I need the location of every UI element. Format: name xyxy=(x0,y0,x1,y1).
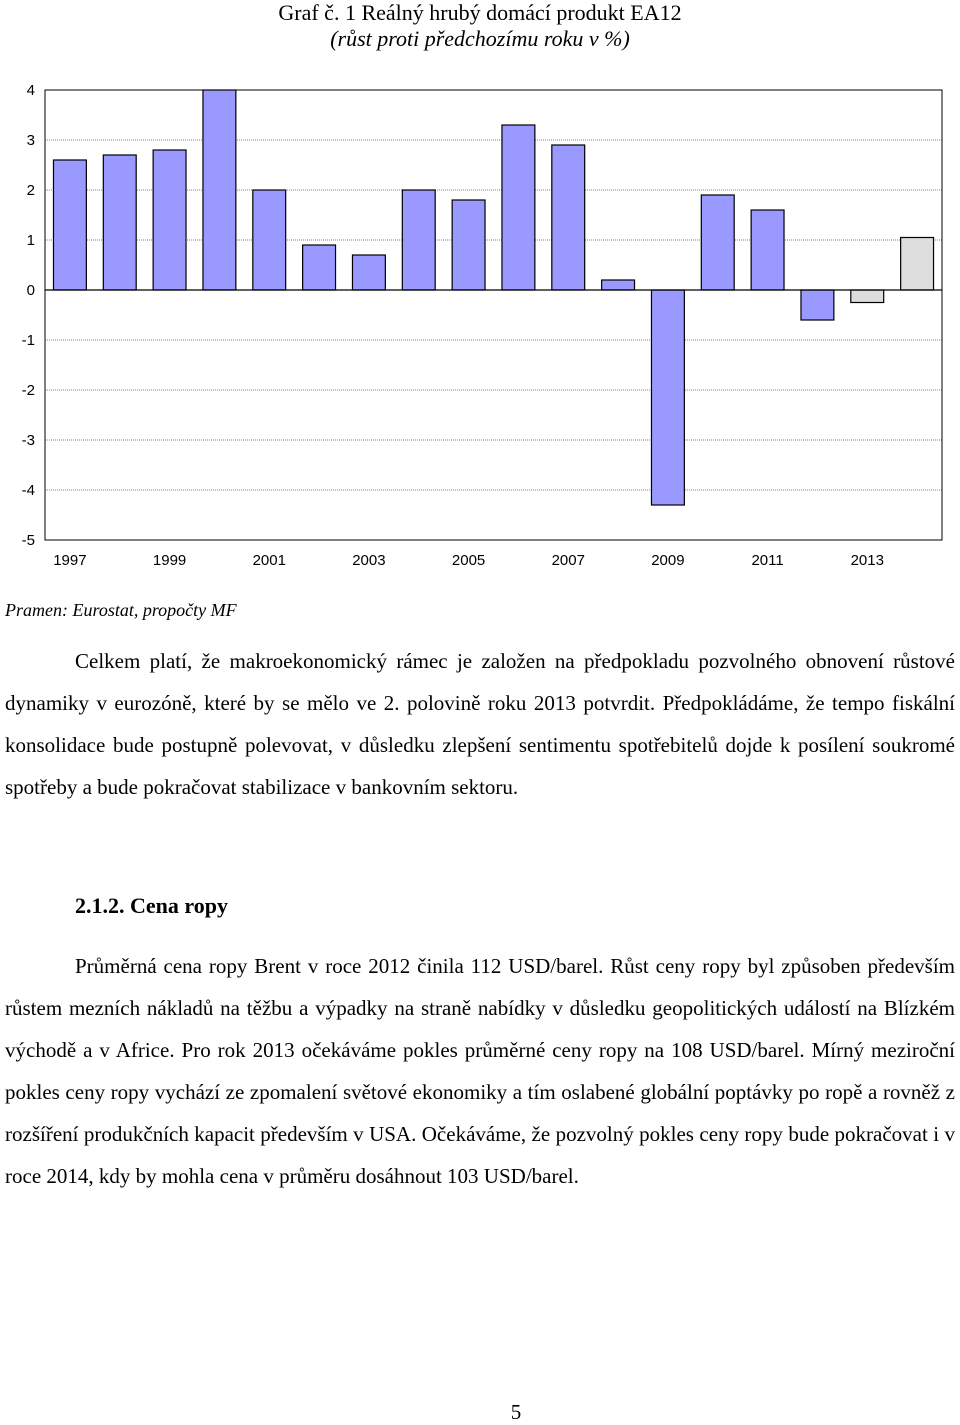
bar-2007 xyxy=(552,145,585,290)
bar-2002 xyxy=(303,245,336,290)
bar-2014 xyxy=(901,238,934,291)
paragraph-text: Průměrná cena ropy Brent v roce 2012 činila 112 USD/barel. Růst ceny ropy byl způsoben především růstem mezních nákladů na těžbu a výpadky na straně nabídky v důsledku geopolitických událostí na Blízkém východě a v Africe. Pro rok 2013 očekáváme pokles průměrné ceny ropy na 108 USD/barel. Mírný meziroční pokles ceny ropy vychází ze zpomalení světové ekonomiky a tím oslabené globální poptávky po ropě a rovněž z rozšíření produkčních kapacit především v USA. Očekáváme, že pozvolný pokles ceny ropy bude pokračovat i v roce 2014, kdy by mohla cena v průměru dosáhnout 103 USD/barel. xyxy=(5,954,955,1188)
x-tick-label: 2003 xyxy=(352,552,386,569)
x-tick-label: 1999 xyxy=(152,552,187,569)
y-tick-label: 2 xyxy=(26,182,35,199)
x-tick-label: 2009 xyxy=(651,552,685,569)
bar-1997 xyxy=(53,160,86,290)
chart-subtitle: (růst proti předchozímu roku v %) xyxy=(330,26,630,51)
y-tick-label: 1 xyxy=(26,232,35,249)
x-tick-label: 2001 xyxy=(252,552,286,569)
y-tick-label: -5 xyxy=(21,532,35,549)
paragraph-macro-framework xyxy=(5,640,955,808)
y-tick-label: -4 xyxy=(21,482,35,499)
x-tick-label: 1997 xyxy=(53,552,87,569)
y-tick-label: 3 xyxy=(26,132,35,149)
bar-2003 xyxy=(352,255,385,290)
bar-2009 xyxy=(651,290,684,505)
bar-2012 xyxy=(801,290,834,320)
x-tick-label: 2011 xyxy=(751,552,784,569)
y-tick-label: -3 xyxy=(21,432,35,449)
x-tick-label: 2007 xyxy=(551,552,585,569)
bar-2005 xyxy=(452,200,485,290)
chart-title: Graf č. 1 Reálný hrubý domácí produkt EA12 xyxy=(278,0,682,25)
chart-bars xyxy=(53,90,933,505)
y-tick-label: -2 xyxy=(21,382,35,399)
y-tick-label: 4 xyxy=(26,82,35,99)
x-tick-label: 2013 xyxy=(850,552,884,569)
gdp-bar-chart xyxy=(0,60,960,580)
x-tick-label: 2005 xyxy=(451,552,486,569)
page-number: 5 xyxy=(510,1400,522,1424)
paragraph-text: Celkem platí, že makroekonomický rámec je založen na předpokladu pozvolného obnovení růstové dynamiky v eurozóně, které by se mělo ve 2. polovině roku 2013 potvrdit. Předpokládáme, že tempo fiskální konsolidace bude postupně polevovat, v důsledku zlepšení sentimentu spotřebitelů dojde k posílení soukromé spotřeby a bude pokračovat stabilizace v bankovním sektoru. xyxy=(5,649,955,799)
bar-2011 xyxy=(751,210,784,290)
y-tick-label: 0 xyxy=(26,282,35,299)
bar-1999 xyxy=(153,150,186,290)
paragraph-oil-price xyxy=(5,945,955,1197)
bar-2001 xyxy=(253,190,286,290)
bar-2004 xyxy=(402,190,435,290)
bar-2013 xyxy=(851,290,884,303)
bar-2000 xyxy=(203,90,236,290)
section-heading: 2.1.2. Cena ropy xyxy=(75,893,228,918)
source-note: Pramen: Eurostat, propočty MF xyxy=(5,600,237,620)
bar-2010 xyxy=(701,195,734,290)
bar-2006 xyxy=(502,125,535,290)
bar-2008 xyxy=(602,280,635,290)
y-tick-label: -1 xyxy=(21,332,35,349)
bar-1998 xyxy=(103,155,136,290)
